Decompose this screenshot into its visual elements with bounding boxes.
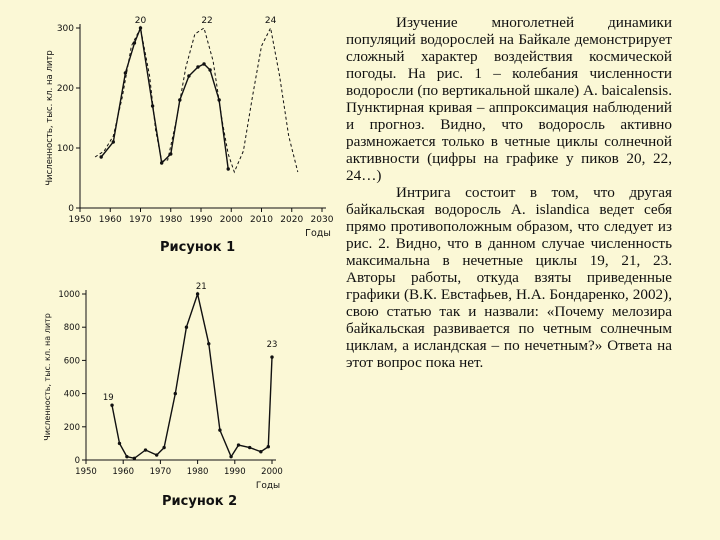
fig2-x-tick-label: 1950	[75, 467, 97, 477]
fig1-data-point	[227, 167, 230, 170]
fig1-data-point	[112, 140, 115, 143]
figure-2-caption: Рисунок 2	[162, 494, 238, 509]
paragraph-1: Изучение многолетней динамики популяций водорослей на Байкале демонстрирует сложный характер воздействия космической погоды. На рис. 1 – колебания численности водоросли (по вертикальной шкале) A. baicalensis. Пунктирная кривая – аппроксимация наблюдений и прогноз. Видно, что водоросль активно размножается только в четные циклы солнечной активности (цифры на графике у пиков 20, 22, 24…)	[346, 14, 672, 184]
figure-1-caption: Рисунок 1	[160, 240, 236, 255]
fig2-y-tick-label: 400	[63, 389, 80, 400]
fig2-peak-label: 21	[195, 282, 207, 292]
fig1-data-point	[208, 68, 211, 71]
fig1-y-tick-label: 300	[56, 24, 74, 34]
fig2-x-tick-label: 1980	[186, 467, 209, 477]
fig2-peak-label: 23	[266, 340, 278, 351]
fig1-series-approximation	[95, 28, 298, 172]
fig2-data-point	[185, 326, 188, 329]
fig2-x-tick-label: 2000	[261, 467, 283, 477]
fig2-x-axis-label: Годы	[255, 481, 281, 491]
fig1-x-axis-label: Годы	[305, 228, 331, 239]
fig2-data-point	[118, 442, 121, 445]
fig1-x-tick-label: 1990	[189, 215, 213, 225]
fig2-x-tick-label: 1990	[223, 467, 246, 477]
fig1-x-tick-label: 2030	[310, 215, 334, 225]
fig1-data-point	[160, 161, 163, 164]
fig2-y-tick-label: 1000	[58, 290, 80, 300]
fig2-y-tick-label: 600	[63, 356, 80, 367]
fig1-x-tick-label: 2010	[250, 215, 273, 225]
fig2-peak-label: 19	[102, 393, 114, 404]
fig2-y-tick-label: 800	[63, 323, 80, 334]
fig2-data-point	[267, 445, 270, 448]
fig2-data-point	[207, 342, 210, 345]
fig1-x-tick-label: 1970	[129, 215, 152, 225]
fig1-y-axis-label: Численность, тыс. кл. на литр	[45, 50, 55, 186]
fig1-data-point	[202, 62, 205, 65]
fig2-data-point	[133, 457, 136, 460]
fig2-y-tick-label: 200	[63, 422, 80, 433]
fig2-data-point	[248, 446, 251, 449]
fig1-x-tick-label: 1960	[98, 215, 122, 225]
article-text	[346, 14, 672, 371]
fig2-data-point	[125, 455, 128, 458]
fig1-peak-label: 22	[201, 16, 213, 26]
fig2-data-point	[110, 404, 113, 407]
fig2-x-tick-label: 1970	[149, 467, 172, 477]
paragraph-2: Интрига состоит в том, что другая байкальская водоросль A. islandica ведет себя прямо противоположным образом, что следует из рис. 2. Видно, что в данном случае численность максимальна в нечетные циклы 19, 21, 23. Авторы работы, откуда взяты приведенные графики (В.К. Евстафьев, Н.А. Бондаренко, 2002), свою статью так и назвали: «Почему мелозира байкальская развивается по четным солнечным циклам, а исландская – по нечетным?» Ответа на этот вопрос пока нет.	[346, 184, 672, 371]
fig2-data-point	[270, 355, 273, 358]
fig1-data-point	[99, 155, 102, 158]
fig1-x-tick-label: 2000	[219, 215, 243, 225]
fig1-series-observations	[101, 28, 228, 169]
fig2-data-point	[196, 292, 199, 295]
fig1-peak-label: 24	[264, 16, 277, 26]
fig2-y-axis-label: Численность, тыс. кл. на литр	[43, 313, 52, 441]
fig1-x-tick-label: 1950	[68, 215, 92, 225]
fig1-x-tick-label: 2020	[280, 215, 304, 225]
figure-1-chart	[40, 12, 340, 252]
fig2-x-tick-label: 1960	[112, 467, 135, 477]
fig2-y-tick-label: 0	[74, 456, 80, 466]
fig2-data-point	[174, 392, 177, 395]
fig2-series-observations	[112, 294, 272, 458]
fig1-data-point	[196, 65, 199, 68]
fig2-data-point	[155, 453, 158, 456]
fig2-data-point	[237, 443, 240, 446]
fig2-data-point	[229, 455, 232, 458]
fig2-data-point	[218, 428, 221, 431]
fig2-data-point	[162, 446, 165, 449]
fig1-data-point	[187, 74, 190, 77]
fig1-y-tick-label: 0	[68, 204, 74, 214]
fig1-y-tick-label: 100	[56, 144, 74, 154]
fig1-y-tick-label: 200	[56, 84, 74, 94]
fig1-x-tick-label: 1980	[159, 215, 183, 225]
fig1-peak-label: 20	[134, 16, 147, 26]
fig2-data-point	[259, 450, 262, 453]
fig2-data-point	[144, 448, 147, 451]
figure-2-chart	[40, 278, 290, 491]
